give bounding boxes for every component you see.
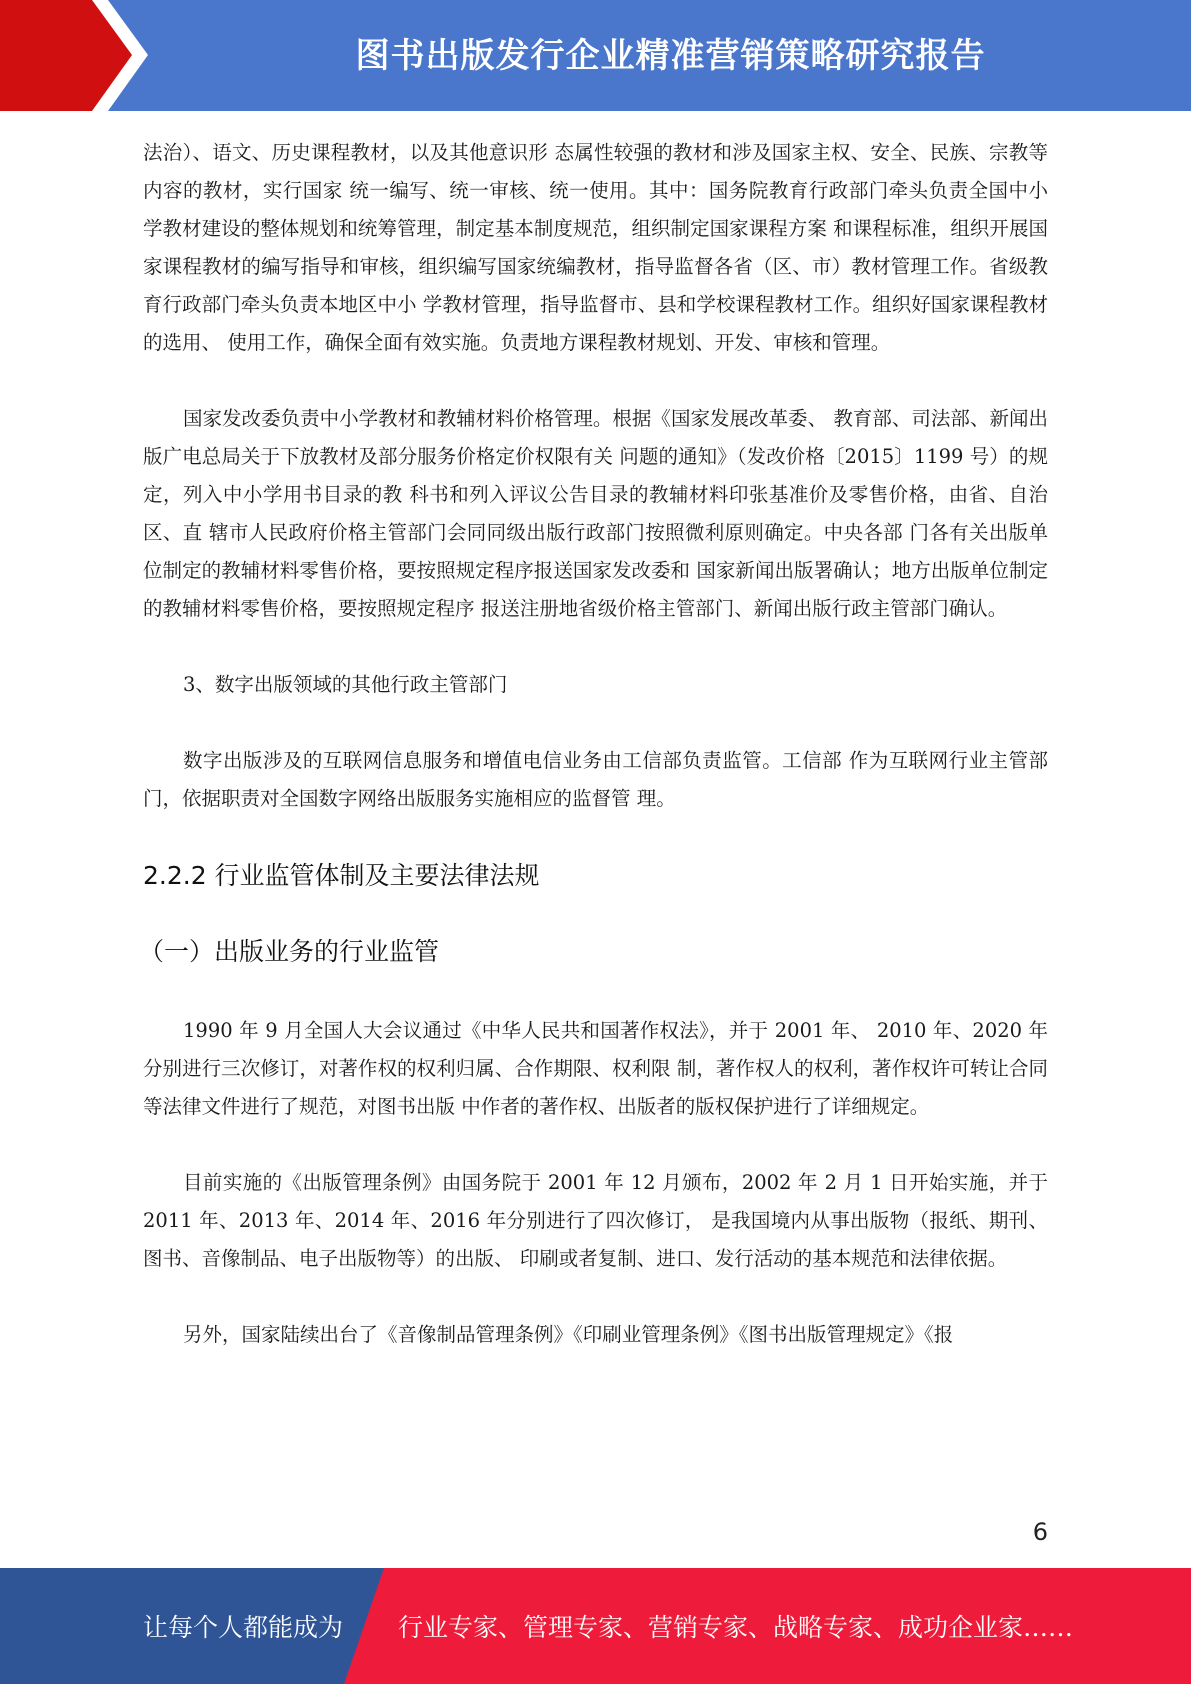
report-title: 图书出版发行企业精准营销策略研究报告 bbox=[355, 36, 986, 76]
document-body bbox=[139, 134, 1048, 1392]
page-number: 6 bbox=[1032, 1518, 1048, 1546]
paragraph: 法治）、语文、历史课程教材，以及其他意识形 态属性较强的教材和涉及国家主权、安全、民族、宗教等内容的教材，实行国家 统一编写、统一审核、统一使用。其中：国务院教育行政部门牵头负责全国中小 学教材建设的整体规划和统筹管理，制定基本制度规范，组织制定国家课程方案 和课程标准，组织开展国家课程教材的编写指导和审核，组织编写国家统编教材，指导监督各省（区、市）教材管理工作。省级教育行政部门牵头负责本地区中小 学教材管理，指导监督市、县和学校课程教材工作。组织好国家课程教材的选用、 使用工作，确保全面有效实施。负责地方课程教材规划、开发、审核和管理。 bbox=[143, 141, 1048, 354]
section-heading: 2.2.2 行业监管体制及主要法律法规 bbox=[143, 861, 540, 890]
paragraph: 国家发改委负责中小学教材和教辅材料价格管理。根据《国家发展改革委、 教育部、司法部、新闻出版广电总局关于下放教材及部分服务价格定价权限有关 问题的通知》（发改价格〔2015〕1199 号）的规定，列入中小学用书目录的教 科书和列入评议公告目录的教辅材料印张基准价及零售价格，由省、自治区、直 辖市人民政府价格主管部门会同同级出版行政部门按照微利原则确定。中央各部 门各有关出版单位制定的教辅材料零售价格，要按照规定程序报送国家发改委和 国家新闻出版署确认；地方出版单位制定的教辅材料零售价格，要按照规定程序 报送注册地省级价格主管部门、新闻出版行政主管部门确认。 bbox=[143, 407, 1048, 620]
paragraph: 数字出版涉及的互联网信息服务和增值电信业务由工信部负责监管。工信部 作为互联网行业主管部门，依据职责对全国数字网络出版服务实施相应的监督管 理。 bbox=[143, 749, 1048, 810]
paragraph: 另外，国家陆续出台了《音像制品管理条例》《印刷业管理条例》《图书出版管理规定》《报 bbox=[183, 1323, 954, 1346]
footer-banner bbox=[0, 1568, 1191, 1684]
chevron-right-icon bbox=[0, 0, 160, 111]
subsection-heading: （一）出版业务的行业监管 bbox=[139, 937, 440, 966]
footer-slogan-left: 让每个人都能成为 bbox=[143, 1613, 344, 1642]
paragraph: 目前实施的《出版管理条例》由国务院于 2001 年 12 月颁布，2002 年 2 月 1 日开始实施，并于 2011 年、2013 年、2014 年、2016 年分别进行了四次修订， 是我国境内从事出版物（报纸、期刊、图书、音像制品、电子出版物等）的出版、 印刷或者复制、进口、发行活动的基本规范和法律依据。 bbox=[143, 1171, 1048, 1270]
list-item-heading: 3、数字出版领域的其他行政主管部门 bbox=[183, 673, 508, 696]
footer-slogan-right: 行业专家、管理专家、营销专家、战略专家、成功企业家…… bbox=[398, 1613, 1074, 1642]
header-banner bbox=[0, 0, 1191, 111]
paragraph: 1990 年 9 月全国人大会议通过《中华人民共和国著作权法》，并于 2001 年、 2010 年、2020 年分别进行三次修订，对著作权的权利归属、合作期限、权利限 制，著作权人的权利，著作权许可转让合同等法律文件进行了规范，对图书出版 中作者的著作权、出版者的版权保护进行了详细规定。 bbox=[143, 1019, 1048, 1118]
